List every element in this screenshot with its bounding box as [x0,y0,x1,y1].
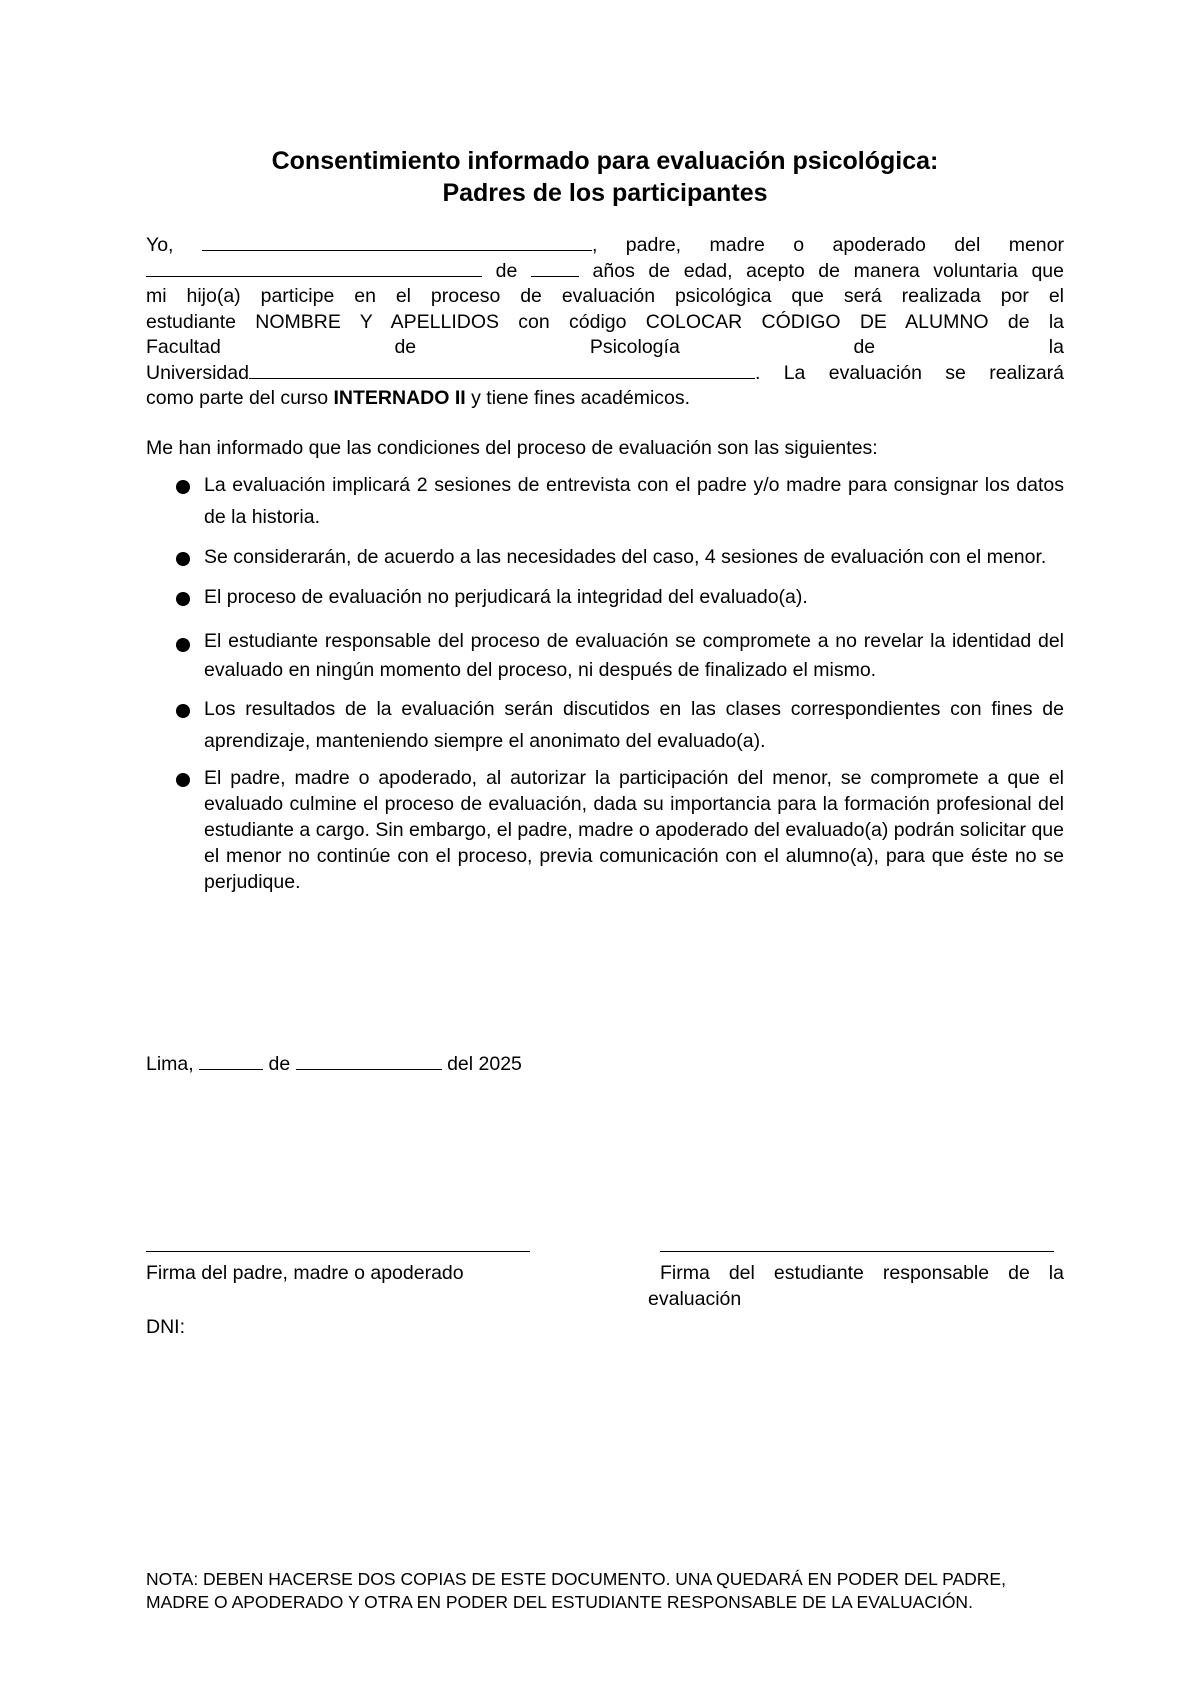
dni-label: DNI: [146,1316,185,1338]
student-signature-line[interactable] [660,1238,1054,1252]
note-text: NOTA: DEBEN HACERSE DOS COPIAS DE ESTE DOCUMENTO. UNA QUEDARÁ EN PODER DEL PADRE, MADRE O APODERADO Y OTRA EN PODER DEL ESTUDIANTE RESPONSABLE DE LA EVALUACIÓN. [146,1569,1006,1612]
student-signature-label: Firma del estudiante responsable de la [660,1262,1064,1284]
condition-item [146,581,1064,613]
date-city: Lima, [146,1053,194,1075]
intro-paragraph [146,233,1064,412]
intro-evaluation-text: . La evaluación se realizará [754,361,1064,384]
intro-yo: Yo, [146,234,174,256]
condition-text: Se considerarán, de acuerdo a las necesidades del caso, 4 sesiones de evaluación con el menor. [204,546,1047,568]
condition-item [146,469,1064,533]
bullet-icon [176,773,190,787]
bullet-icon [176,592,190,606]
minor-age-blank[interactable] [531,260,579,277]
bullet-icon [176,638,190,652]
student-signature-block [648,1238,1064,1312]
title-line-1: Consentimiento informado para evaluación psicológica: [271,147,939,175]
intro-line-4: estudiante NOMBRE Y APELLIDOS con código COLOCAR CÓDIGO DE ALUMNO de la [146,310,1064,333]
month-blank[interactable] [296,1053,442,1070]
intro-line-7 [146,386,1064,412]
condition-item [146,627,1064,685]
condition-text: El padre, madre o apoderado, al autorizar la participación del menor, se compromete a que el evaluado culmine el proceso de evaluación, dada su importancia para la formación profesional del estudiante a cargo. Sin embargo, el padre, madre o apoderado del evaluado(a) podrán solicitar que el menor no continúe con el proceso, previa comunicación con el alumno(a), para que éste no se perjudique. [204,767,1064,893]
parent-name-blank[interactable] [202,234,592,251]
bullet-icon [176,704,190,718]
intro-de: de [495,259,518,282]
intro-line-1 [146,233,1064,259]
bullet-icon [176,552,190,566]
intro-line-2 [146,259,1064,285]
bullet-icon [176,480,190,494]
intro-universidad: Universidad [146,361,249,384]
conditions-list [146,469,1064,895]
condition-text: La evaluación implicará 2 sesiones de entrevista con el padre y/o madre para consignar los datos de la historia. [204,474,1064,528]
intro-line-6 [146,361,1064,387]
minor-name-blank[interactable] [146,260,482,277]
parent-signature-label: Firma del padre, madre o apoderado [146,1262,464,1284]
date-line [146,1053,522,1076]
document-title [146,145,1064,209]
intro-course-text: como parte del curso [146,387,329,409]
condition-item [146,693,1064,757]
university-name-blank[interactable] [249,362,755,379]
date-de: de [268,1053,291,1075]
condition-text: Los resultados de la evaluación serán discutidos en las clases correspondientes con fines de aprendizaje, manteniendo siempre el anonimato del evaluado(a). [204,698,1064,752]
day-blank[interactable] [199,1053,263,1070]
course-name: INTERNADO II [333,387,466,409]
parent-signature-line[interactable] [146,1238,530,1252]
consent-document [146,145,1064,903]
title-line-2: Padres de los participantes [442,179,768,207]
condition-item [146,765,1064,895]
intro-line-5: Facultad de Psicología de la [146,336,1064,358]
intro-line-3: mi hijo(a) participe en el proceso de evaluación psicológica que será realizada por el [146,285,1064,307]
intro-parent-role: , padre, madre o apoderado del menor [591,234,1064,256]
conditions-intro: Me han informado que las condiciones del proceso de evaluación son las siguientes: [146,436,878,459]
condition-text: El proceso de evaluación no perjudicará la integridad del evaluado(a). [204,586,808,608]
condition-text: El estudiante responsable del proceso de evaluación se compromete a no revelar la identidad del evaluado en ningún momento del proceso, ni después de finalizado el mismo. [204,630,1064,681]
student-signature-label-2: evaluación [648,1288,742,1310]
date-year: del 2025 [447,1053,522,1075]
condition-item [146,541,1064,573]
parent-signature-block [146,1238,546,1286]
intro-academic-text: y tiene fines académicos. [471,387,691,409]
intro-age-text: años de edad, acepto de manera voluntaria que [592,259,1064,282]
